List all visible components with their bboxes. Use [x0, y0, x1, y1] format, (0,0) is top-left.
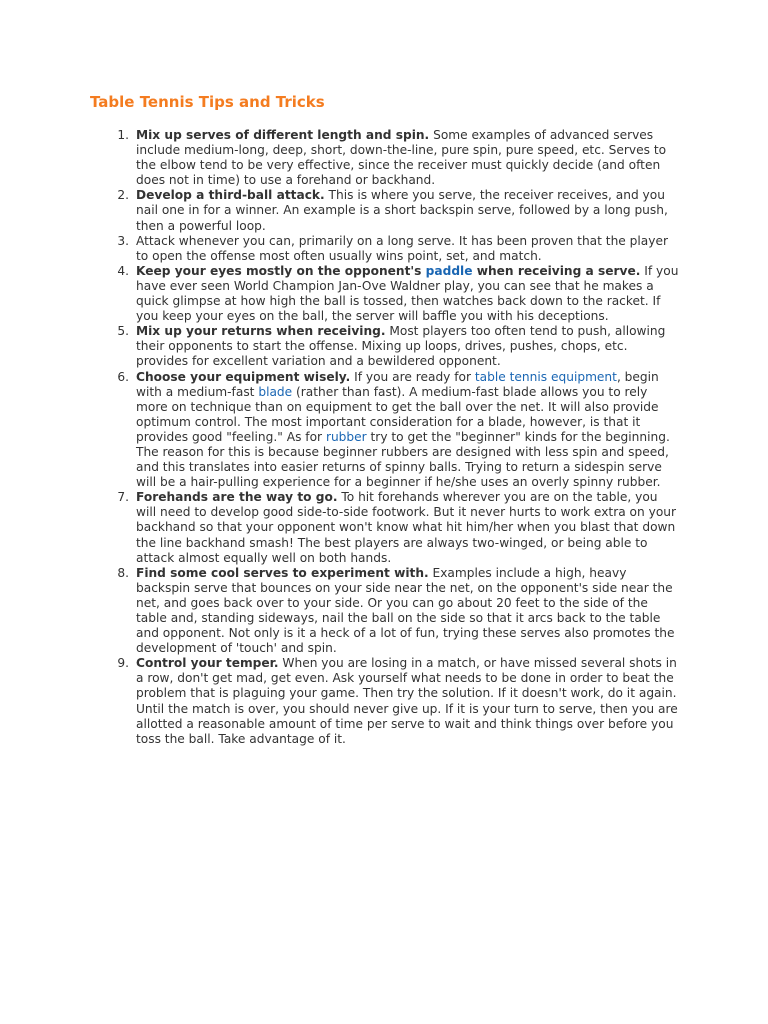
tip-text: Some examples of advanced serves include medium-long, deep, short, down-the-line, pure spin, pure speed, etc. Serves to the elbow tend to be very effective, since the receiver must quickly decide (and often does not in time) to use a forehand or backhand. [136, 128, 667, 188]
tip-item-6 [90, 370, 680, 491]
tips-list [90, 128, 680, 747]
page-title: Table Tennis Tips and Tricks [90, 93, 325, 111]
tip-text: Examples include a high, heavy backspin serve that bounces on your side near the net, on the opponent's side near the net, and goes back over to your side. Or you can go about 20 feet to the side of the table and, standing sideways, nail the ball on the side so that it arcs back to the table and opponent. Not only is it a heck of a lot of fun, trying these serves also promotes the development of 'touch' and spin. [136, 565, 675, 656]
tip-heading: Mix up your returns when receiving. [136, 324, 386, 339]
tip-number: 1. [117, 128, 129, 142]
tip-text: , begin with a medium-fast [136, 369, 659, 399]
tip-heading: Develop a third-ball attack. [136, 188, 325, 203]
tip-item-2 [90, 188, 680, 233]
tip-text: Most players too often tend to push, allowing their opponents to start the offense. Mixing up loops, drives, pushes, chops, etc. provides for excellent variation and a bewildered opponent. [136, 324, 666, 369]
tip-text: This is where you serve, the receiver receives, and you nail one in for a winner. An example is a short backspin serve, followed by a long push, then a powerful loop. [136, 188, 668, 233]
tip-text: Attack whenever you can, primarily on a long serve. It has been proven that the player to open the offense most often usually wins point, set, and match. [136, 233, 668, 263]
tip-heading: Find some cool serves to experiment with. [136, 565, 429, 580]
paddle-link[interactable]: paddle [425, 263, 473, 278]
tip-number: 7. [117, 490, 129, 505]
tip-item-9 [90, 656, 680, 747]
tip-text: To hit forehands wherever you are on the table, you will need to develop good side-to-side footwork. But it never hurts to work extra on your backhand so that your opponent won't know what hit him/her when you blast that down the line backhand smash! The best players are always two-winged, or being able to attack almost equally well on both hands. [136, 490, 677, 565]
tip-number: 4. [117, 263, 129, 278]
tip-item-1 [90, 128, 680, 188]
tip-heading: Choose your equipment wisely. [136, 369, 351, 384]
tip-heading [136, 264, 640, 278]
table-tennis-equipment-link[interactable]: table tennis equipment [474, 369, 617, 384]
tip-heading: Mix up serves of different length and spin. [136, 128, 430, 142]
tip-heading-part: Keep your eyes mostly on the opponent's [136, 263, 426, 278]
tip-text: (rather than fast). A medium-fast blade allows you to rely more on technique than on equipment to get the ball over the net. It will also provide optimum control. The most important consideration for a blade, however, is that it provides good "feeling." As for [136, 384, 659, 444]
tip-item-5 [90, 324, 680, 369]
tip-item-4 [90, 264, 680, 324]
rubber-link[interactable]: rubber [325, 429, 367, 444]
tip-number: 3. [117, 233, 129, 248]
tip-heading-part: when receiving a serve. [472, 263, 641, 278]
tip-number: 9. [117, 656, 129, 671]
tip-number: 8. [117, 565, 129, 580]
tip-text: When you are losing in a match, or have missed several shots in a row, don't get mad, get even. Ask yourself what needs to be done in order to beat the problem that is plaguing your game. Then try the solution. If it doesn't work, do it again. Until the match is over, you should never give up. If it is your turn to serve, then you are allotted a reasonable amount of time per serve to wait and think things over before you toss the ball. Take advantage of it. [136, 656, 678, 746]
tip-item-7 [90, 490, 680, 565]
tip-number: 5. [117, 324, 129, 339]
tip-heading: Forehands are the way to go. [136, 490, 338, 505]
tip-heading: Control your temper. [136, 656, 279, 671]
tip-text: If you have ever seen World Champion Jan-Ove Waldner play, you can see that he makes a quick glimpse at how high the ball is tossed, then watches back down to the racket. If you keep your eyes on the ball, the server will baffle you with his deceptions. [136, 263, 679, 324]
tip-number: 2. [117, 188, 129, 203]
blade-link[interactable]: blade [258, 384, 293, 399]
tip-item-3 [90, 234, 680, 264]
tip-text: try to get the "beginner" kinds for the beginning. The reason for this is because beginner rubbers are designed with less spin and speed, and this translates into easier returns of spinny balls. Trying to return a sidespin serve will be a hair-pulling experience for a beginner if he/she uses an overly spinny rubber. [136, 429, 670, 490]
tip-number: 6. [117, 369, 129, 384]
tip-item-8 [90, 566, 680, 657]
tip-text: If you are ready for [350, 369, 475, 384]
